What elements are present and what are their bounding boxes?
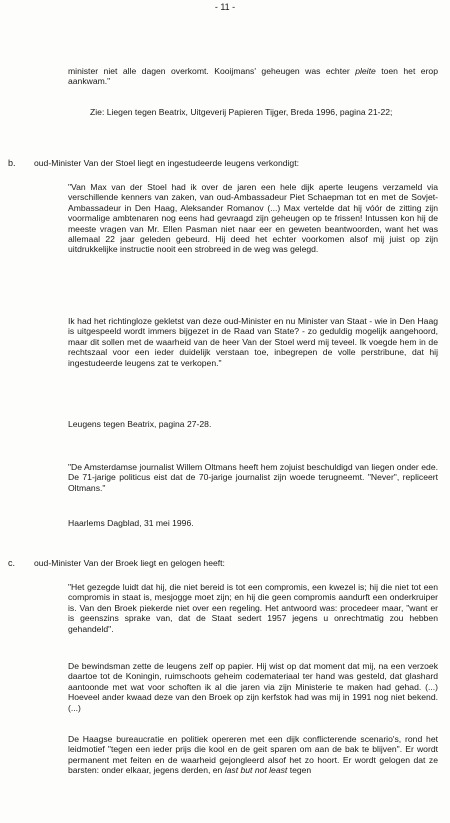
section-c-quote-3: De Haagse bureaucratie en politiek opereren met een dijk conflicterende scenario's, rond het leidmotief "tegen een ieder prijs die kool en de geit sparen om aan de bak te blijven". Er wordt permanent met feiten en de waarheid gejongleerd alsof het zo hoort. Er wordt gelogen dat ze barsten: onder elkaar, jegens derden, en last but not least tegen xyxy=(68,734,438,776)
section-b-source-1: Leugens tegen Beatrix, pagina 27-28. xyxy=(68,419,212,429)
section-c-quote-1: "Het gezegde luidt dat hij, die niet bereid is tot een compromis, een kwezel is; hij die niet tot een compromis in staat is, mesjogge moet zijn; en hij die geen compromis aandurft een onderkruiper is. Van den Broek piekerde niet over een regeling. Het antwoord was: procedeer maar, "want er is geenszins sprake van, dat de Staat sedert 1957 jegens u onrechtmatig zou hebben gehandeld". xyxy=(68,582,438,634)
section-b-marker: b. xyxy=(8,158,16,168)
section-c-quote-2: De bewindsman zette de leugens zelf op papier. Hij wist op dat moment dat mij, na een verzoek daartoe tot de Koningin, ruimschoots geheim codemateriaal ter hand was gesteld, dat glashard aantoonde met wat voor schoften ik al die jaren via zijn Ministerie te maken had gehad. (...) Hoeveel ander kwaad deze van den Broek op zijn kerfstok had was mij in 1991 nog niet bekend. (...) xyxy=(68,661,438,713)
section-c-heading: oud-Minister Van der Broek liegt en gelogen heeft: xyxy=(34,558,225,568)
section-b-quote-1: "Van Max van der Stoel had ik over de jaren een hele dijk aperte leugens verzameld via verschillende kenners van zaken, van oud-Ambassadeur Piet Schaepman tot en met de Sovjet-Ambassadeur in Den Haag, Aleksander Romanov (...) Max vertelde dat hij vóór de zitting zijn voormalige ambtenaren nog eens had gevraagd zijn geheugen op te frissen! Intussen kon hij de meeste vragen van Mr. Ellen Pasman niet naar eer en geweten beantwoorden, want het was allemaal 22 jaar geleden gebeurd. Hij deed het echter voorkomen alsof mij juist op zijn uitdrukkelijke instructie nooit een strobreed in de weg was gelegd. xyxy=(68,182,438,255)
emphasis-pleite: pleite xyxy=(355,66,376,76)
section-b-quote-2: Ik had het richtingloze gekletst van deze oud-Minister en nu Minister van Staat - wie in Den Haag is uitgespeeld wordt immers bijgezet in de Raad van State? - zo geduldig mogelijk aangehoord, maar dit sollen met de waarheid van de heer Van der Stoel werd mij teveel. Ik voegde hem in de rechtszaal voor een ieder duidelijk verstaan toe, inbegrepen de volle perstribune, dat hij ingestudeerde leugens zat te verkopen." xyxy=(68,316,438,368)
intro-quote-end: minister niet alle dagen overkomt. Kooijmans' geheugen was echter pleite toen het erop aankwam." xyxy=(68,66,438,87)
section-b-heading: oud-Minister Van der Stoel liegt en ingestudeerde leugens verkondigt: xyxy=(34,158,299,168)
intro-source: Zie: Liegen tegen Beatrix, Uitgeverij Papieren Tijger, Breda 1996, pagina 21-22; xyxy=(90,107,393,117)
section-c-marker: c. xyxy=(8,558,16,568)
emphasis-last-but-not-least: last but not least xyxy=(224,765,288,776)
section-b-quote-3: "De Amsterdamse journalist Willem Oltmans heeft hem zojuist beschuldigd van liegen onder ede. De 71-jarige politicus eist dat de 70-jarige journalist zijn woede terugneemt. "Never", repliceert Oltmans." xyxy=(68,462,438,493)
section-b-source-2: Haarlems Dagblad, 31 mei 1996. xyxy=(68,518,194,528)
page-number: - 11 - xyxy=(214,2,236,12)
